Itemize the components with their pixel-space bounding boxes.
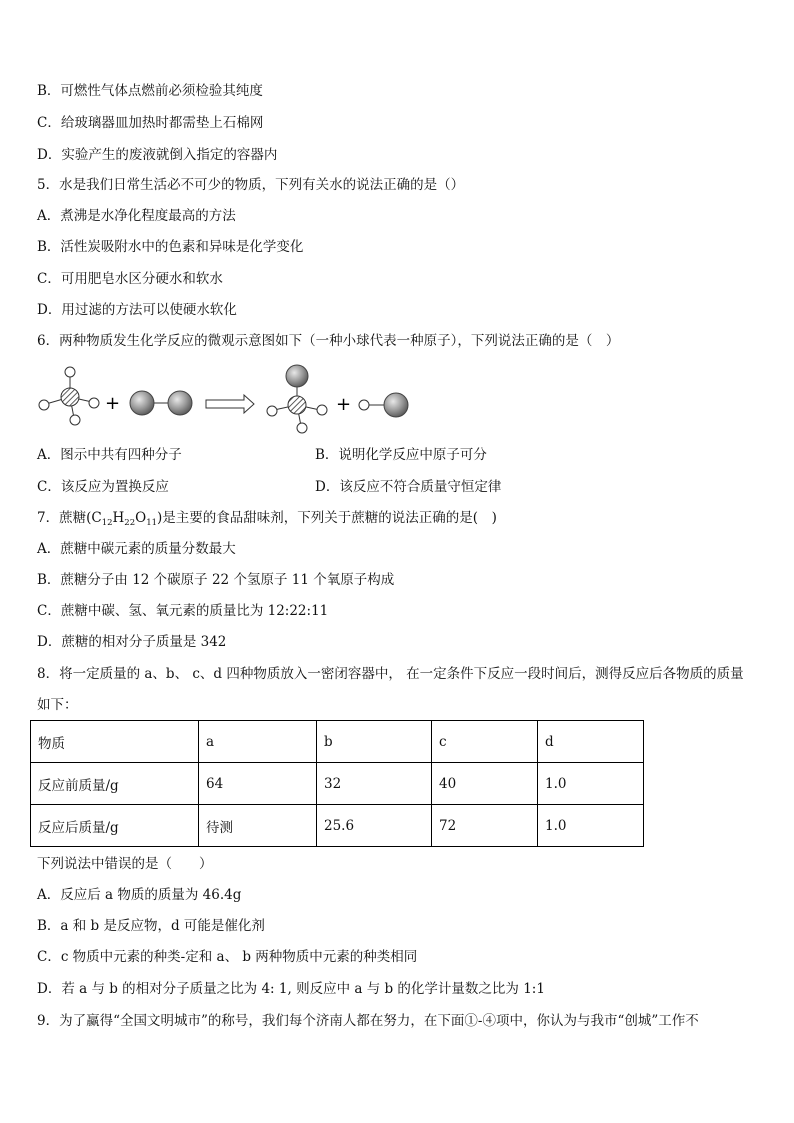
table-cell: 64 <box>199 763 317 805</box>
q4-option-b: B．可燃性气体点燃前必须检验其纯度 <box>37 83 263 99</box>
q7-option-d: D．蔗糖的相对分子质量是 342 <box>37 634 227 650</box>
plus-sign-2: + <box>336 394 352 415</box>
q5-option-b: B．活性炭吸附水中的色素和异味是化学变化 <box>37 239 304 255</box>
q7-o: O <box>135 510 147 526</box>
reactant-molecule-1 <box>39 367 99 425</box>
table-cell: 25.6 <box>317 805 432 847</box>
q7-stem-pre: 7．蔗糖(C <box>37 510 102 526</box>
q7-option-b: B．蔗糖分子由 12 个碳原子 22 个氢原子 11 个氧原子构成 <box>37 572 395 588</box>
table-header-cell: c <box>432 721 538 763</box>
reaction-arrow <box>206 395 254 413</box>
table-cell: 32 <box>317 763 432 805</box>
q7-stem <box>37 509 497 532</box>
q5-option-d: D．用过滤的方法可以使硬水软化 <box>37 302 237 318</box>
q7-sub-o: 11 <box>146 518 158 528</box>
q5-option-a: A．煮沸是水净化程度最高的方法 <box>37 208 236 224</box>
table-row <box>31 805 644 847</box>
table-header-row <box>31 721 644 763</box>
q7-h: H <box>112 510 125 526</box>
q4-option-c: C．给玻璃器皿加热时都需垫上石棉网 <box>37 115 264 131</box>
q8-option-b: B．a 和 b 是反应物，d 可能是催化剂 <box>37 918 265 934</box>
table-cell: 72 <box>432 805 538 847</box>
product-molecule-1 <box>267 365 327 433</box>
q6-option-a: A．图示中共有四种分子 <box>37 447 182 463</box>
q8-stem-cont: 如下： <box>37 697 78 713</box>
q9-stem: 9．为了赢得“全国文明城市”的称号，我们每个济南人都在努力，在下面①-④项中，你认为与我市“创城”工作不 <box>37 1013 699 1029</box>
plus-sign-1: + <box>105 393 121 414</box>
table-cell: 待测 <box>199 805 317 847</box>
q8-option-a: A．反应后 a 物质的质量为 46.4g <box>37 887 242 903</box>
q5-stem: 5．水是我们日常生活必不可少的物质，下列有关水的说法正确的是（） <box>37 177 465 193</box>
table-header-cell: a <box>199 721 317 763</box>
q7-sub-c: 12 <box>101 518 113 528</box>
q8-stem: 8．将一定质量的 a、b、 c、d 四种物质放入一密闭容器中， 在一定条件下反应一段时间后，测得反应后各物质的质量 <box>37 666 744 682</box>
q7-stem-post: )是主要的食品甜味剂，下列关于蔗糖的说法正确的是( ) <box>157 510 497 526</box>
q6-option-d: D．该反应不符合质量守恒定律 <box>315 479 502 495</box>
table-header-cell: 物质 <box>31 721 199 763</box>
mass-table <box>30 720 644 847</box>
q4-option-d: D．实验产生的废液就倒入指定的容器内 <box>37 147 278 163</box>
table-cell: 1.0 <box>538 763 644 805</box>
table-cell: 1.0 <box>538 805 644 847</box>
q6-option-b: B．说明化学反应中原子可分 <box>315 447 487 463</box>
q8-option-d: D．若 a 与 b 的相对分子质量之比为 4: 1, 则反应中 a 与 b 的化学计量数之比为 1:1 <box>37 981 545 997</box>
q8-option-c: C．c 物质中元素的种类-定和 a、 b 两种物质中元素的种类相同 <box>37 949 418 965</box>
table-row <box>31 763 644 805</box>
q6-stem: 6．两种物质发生化学反应的微观示意图如下（一种小球代表一种原子），下列说法正确的是（ ） <box>37 333 620 349</box>
q7-option-a: A．蔗糖中碳元素的质量分数最大 <box>37 541 236 557</box>
table-cell: 反应后质量/g <box>31 805 199 847</box>
table-header-cell: b <box>317 721 432 763</box>
q7-sub-h: 22 <box>124 518 136 528</box>
reactant-molecule-2 <box>130 391 192 415</box>
reaction-diagram <box>30 360 430 440</box>
table-header-cell: d <box>538 721 644 763</box>
table-cell: 反应前质量/g <box>31 763 199 805</box>
q6-option-c: C．该反应为置换反应 <box>37 479 169 495</box>
q8-prompt: 下列说法中错误的是（ ） <box>37 856 213 872</box>
q7-option-c: C．蔗糖中碳、氢、氧元素的质量比为 12:22:11 <box>37 603 329 619</box>
product-molecule-2 <box>359 393 408 417</box>
table-cell: 40 <box>432 763 538 805</box>
q5-option-c: C．可用肥皂水区分硬水和软水 <box>37 271 223 287</box>
